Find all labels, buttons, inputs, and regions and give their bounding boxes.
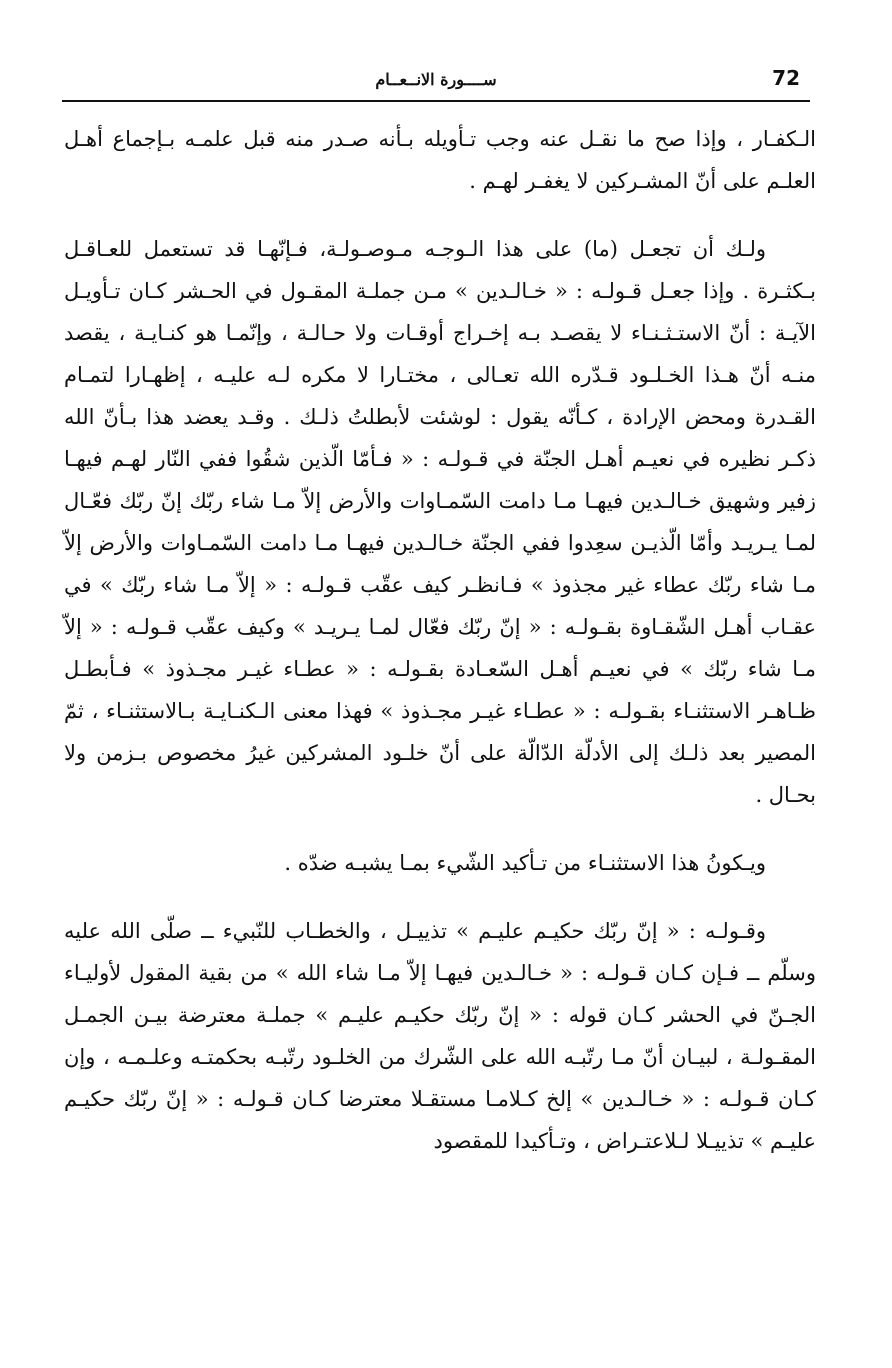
paragraph-3: ويـكونُ هذا الاستثنـاء من تـأكيد الشّيء بمـا يشبـه ضدّه . [284,851,766,875]
paragraph-4: وقـولـه : « إنّ ربّك حكيـم عليـم » تذييـل ، والخطـاب للنّبيء ــ صلّى الله عليه وسلّم ــ فـإن كـان قـولـه : « خـالـدين فيهـا إلاّ مـا شاء الله » من بقية المقول لأوليـاء الجـنّ في الحشر كـان قوله : « إنّ ربّك حكيـم عليـم » جملـة معترضة بيـن الجمـل المقـولـة ، لبيـان أنّ مـا رتّبـه الله على الشّرك من الخلـود رتّبـه بحكمتـه وعلـمـه ، وإن كـان قـولـه : « خـالـدين » إلخ كـلامـا مستقـلا معترضا كـان قـولـه : « إنّ ربّك حكيـم عليـم » تذييـلا لـلاعتـراض ، وتـأكيدا للمقصود [64,919,816,1153]
running-header [62,64,810,102]
paragraph-gap [64,202,816,228]
paragraph-1: الـكفـار ، وإذا صح ما نقـل عنه وجب تـأويله بـأنه صـدر منه قبل علمـه بـإجماع أهـل العلـم على أنّ المشـركين لا يغفـر لهـم . [64,127,816,193]
paragraph-gap [64,884,816,910]
paragraph-gap [64,816,816,842]
page-number: 72 [772,66,800,90]
body-text [64,118,816,1162]
paragraph-2: ولـك أن تجعـل (ما) على هذا الـوجـه مـوصـولـة، فـإنّهـا قد تستعمل للعـاقـل بـكثـرة . وإذا جعـل قـولـه : « خـالـدين » مـن جملـة المقـول في الحـشر كـان تـأويـل الآيـة : أنّ الاستـثـنـاء لا يقصـد بـه إخـراج أوقـات ولا حـالـة ، وإنّمـا هو كنـايـة ، يقصد منـه أنّ هـذا الخـلـود قـدّره الله تعـالى ، مختـارا لا مكره لـه عليـه ، إظهـارا لتمـام القـدرة ومحض الإرادة ، كـأنّه يقول : لوشئت لأبطلتُ ذلـك . وقـد يعضد هذا بـأنّ الله ذكـر نظيره في نعيـم أهـل الجنّة في قـولـه : « فـأمّا الّذين شقُوا ففي النّار لهـم فيهـا زفير وشهيق خـالـدين فيهـا مـا دامت السّمـاوات والأرض إلاّ مـا شاء ربّك إنّ ربّك فعّـال لمـا يـريـد وأمّا الّذيـن سعِدوا ففي الجنّة خـالـدين فيهـا مـا دامت السّمـاوات والأرض إلاّ مـا شاء ربّك عطاء غير مجذوذ » فـانظـر كيف عقّب قـولـه : « إلاّ مـا شاء ربّك » في عقـاب أهـل الشّقـاوة بقـولـه : « إنّ ربّك فعّال لمـا يـريـد » وكيف عقّب قـولـه : « إلاّ مـا شاء ربّك » في نعيـم أهـل السّعـادة بقـولـه : « عطـاء غيـر مجـذوذ » فـأبطـل ظـاهـر الاستثنـاء بقـولـه : « عطـاء غيـر مجـذوذ » فهذا معنى الـكنـايـة بـالاستثنـاء ، ثمّ المصير بعد ذلـك إلى الأدلّة الدّالّة على أنّ خلـود المشركين غيرُ مخصوص بـزمن ولا بحـال . [64,237,816,807]
surah-title: ســــورة الانــعــام [375,70,497,89]
